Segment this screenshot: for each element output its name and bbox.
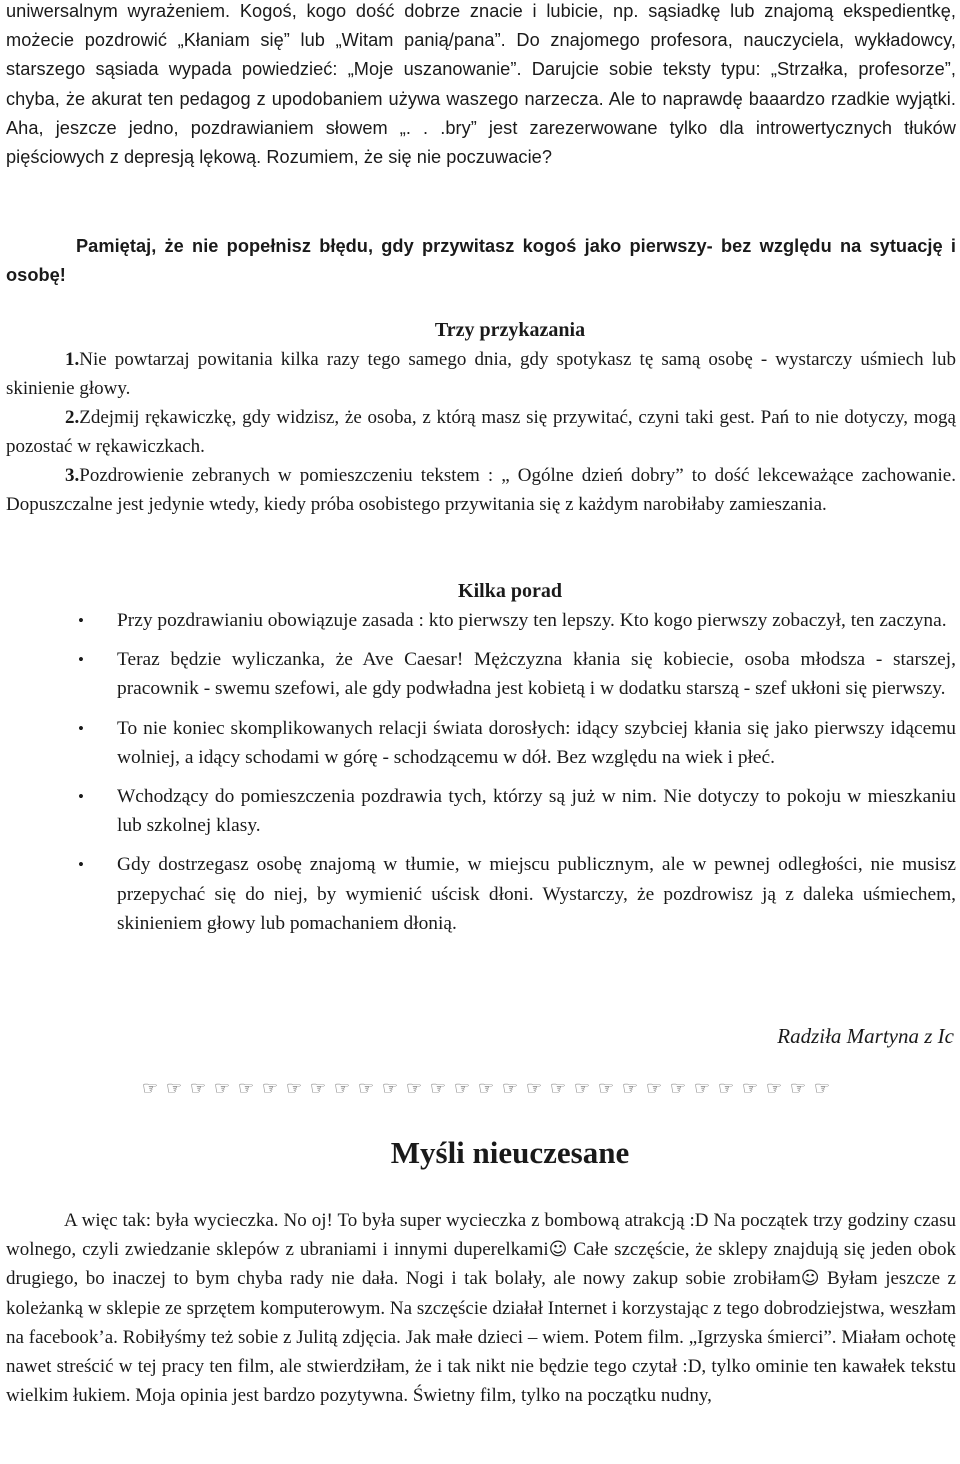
pointing-hand-icon: ☞ [622, 1078, 638, 1099]
smiley-icon: ☺ [548, 1239, 568, 1261]
smiley-icon: ☺ [800, 1268, 820, 1290]
bullet-icon: • [78, 650, 84, 670]
pointing-hand-icon: ☞ [478, 1078, 494, 1099]
pointing-hand-icon: ☞ [454, 1078, 470, 1099]
pointing-hand-icon: ☞ [526, 1078, 542, 1099]
pointing-hand-icon: ☞ [550, 1078, 566, 1099]
pointing-hand-icon: ☞ [742, 1078, 758, 1099]
pointing-hand-icon: ☞ [286, 1078, 302, 1099]
commandment-number: 3. [65, 465, 80, 486]
pointing-hand-icon: ☞ [358, 1078, 374, 1099]
article-title: Myśli nieuczesane [390, 1135, 630, 1170]
intro-paragraph: uniwersalnym wyrażeniem. Kogoś, kogo dość dobrze znacie i lubicie, np. sąsiadkę lub znajomą ekspedientkę, możecie pozdrowić „Kłaniam się” lub „Witam panią/pana”. Do znajomego profesora, nauczyciela, wykładowcy, starszego sąsiada wypada powiedzieć: „Moje uszanowanie”. Darujcie sobie teksty typu: „Strzałka, profesorze”, chyba, że akurat ten pedagog z upodobaniem używa waszego narzecza. Ale to naprawdę baaardzo rzadkie wyjątki. Aha, jeszcze jedno, pozdrawianiem słowem „. . .bry” jest zarezerwowane tylko dla introwertycznych tłuków pięściowych z depresją lękową. Rozumiem, że się nie poczuwacie? [6, 1, 956, 168]
tip-text: Gdy dostrzegasz osobę znajomą w tłumie, w miejscu publicznym, ale w pewnej odległości, nie musisz przepychać się do niej, by wymienić uścisk dłoni. Wystarczy, że pozdrowisz ją z daleka uśmiechem, skinieniem głowy lub pomachaniem dłonią. [117, 854, 956, 934]
commandment-number: 2. [65, 407, 80, 428]
signature: Radziła Martyna z Ic [777, 1024, 954, 1048]
pointing-hand-icon: ☞ [142, 1078, 158, 1099]
commandment-text: Zdejmij rękawiczkę, gdy widzisz, że osoba, z którą masz się przywitać, czyni taki gest. Pań to nie dotyczy, mogą pozostać w rękawiczkach. [6, 407, 956, 458]
pointing-hand-icon: ☞ [262, 1078, 278, 1099]
pointing-hand-icon: ☞ [646, 1078, 662, 1099]
pointing-hand-icon: ☞ [790, 1078, 806, 1099]
list-item [0, 714, 956, 772]
pointing-hand-icon: ☞ [766, 1078, 782, 1099]
commandment-number: 1. [65, 349, 80, 370]
commandment-1 [6, 345, 956, 403]
tip-text: To nie koniec skomplikowanych relacji świata dorosłych: idący szybciej kłania się jako pierwszy idącemu wolniej, a idący schodami w górę - schodzącemu w dół. Bez względu na wiek i płeć. [117, 717, 956, 768]
ornament-divider [142, 1078, 842, 1102]
pointing-hand-icon: ☞ [310, 1078, 326, 1099]
pointing-hand-icon: ☞ [502, 1078, 518, 1099]
pointing-hand-icon: ☞ [670, 1078, 686, 1099]
list-item [0, 606, 956, 635]
commandment-text: Pozdrowienie zebranych w pomieszczeniu tekstem : „ Ogólne dzień dobry” to dość lekceważące zachowanie. Dopuszczalne jest jedynie wtedy, kiedy próba osobistego przywitania się z każdym narobiłaby zamieszania. [6, 465, 956, 516]
pointing-hand-icon: ☞ [166, 1078, 182, 1099]
bullet-icon: • [78, 787, 84, 807]
pointing-hand-icon: ☞ [190, 1078, 206, 1099]
remember-note: Pamiętaj, że nie popełnisz błędu, gdy przywitasz kogoś jako pierwszy- bez względu na sytuację i osobę! [6, 236, 956, 286]
pointing-hand-icon: ☞ [382, 1078, 398, 1099]
commandment-text: Nie powtarzaj powitania kilka razy tego samego dnia, gdy spotykasz tę samą osobę - wystarczy uśmiech lub skinienie głowy. [6, 349, 956, 400]
pointing-hand-icon: ☞ [814, 1078, 830, 1099]
list-item [0, 782, 956, 840]
pointing-hand-icon: ☞ [430, 1078, 446, 1099]
bullet-icon: • [78, 855, 84, 875]
pointing-hand-icon: ☞ [694, 1078, 710, 1099]
pointing-hand-icon: ☞ [334, 1078, 350, 1099]
tips-list [0, 606, 956, 938]
list-item [0, 645, 956, 703]
pointing-hand-icon: ☞ [238, 1078, 254, 1099]
pointing-hand-icon: ☞ [598, 1078, 614, 1099]
tips-heading: Kilka porad [458, 580, 562, 602]
pointing-hand-icon: ☞ [718, 1078, 734, 1099]
tip-text: Przy pozdrawianiu obowiązuje zasada : kto pierwszy ten lepszy. Kto kogo pierwszy zobaczył, ten zaczyna. [117, 610, 947, 631]
tip-text: Wchodzący do pomieszczenia pozdrawia tych, którzy są już w nim. Nie dotyczy to pokoju w mieszkaniu lub szkolnej klasy. [117, 786, 956, 837]
commandment-2 [6, 403, 956, 461]
pointing-hand-icon: ☞ [406, 1078, 422, 1099]
article-text: Byłam jeszcze z koleżanką w sklepie ze sprzętem komputerowym. Na szczęście działał Internet i korzystając z tego dobrodziejstwa, weszłam na facebook’a. Robiłyśmy też sobie z Julitą zdjęcia. Jak małe dzieci – wiem. Potem film. „Igrzyska śmierci”. Miałam ochotę nawet streścić w tej pracy ten film, ale stwierdziłam, że i tak nikt nie będzie tego czytał :D, tylko ominie ten kawałek tekstu wielkim łukiem. Moja opinia jest bardzo pozytywna. Świetny film, tylko na początku nudny, [6, 1268, 956, 1407]
tip-text: Teraz będzie wyliczanka, że Ave Caesar! Mężczyzna kłania się kobiecie, osoba młodsza - starszej, pracownik - swemu szefowi, ale gdy podwładna jest kobietą i w dodatku starszą - szef ukłoni się pierwszy. [117, 649, 956, 700]
bullet-icon: • [78, 611, 84, 630]
pointing-hand-icon: ☞ [214, 1078, 230, 1099]
commandment-3 [6, 461, 956, 519]
pointing-hand-icon: ☞ [574, 1078, 590, 1099]
article-text: A więc tak: była wycieczka. No oj! To była super wycieczka z bombową atrakcją :D Na początek trzy godziny czasu wolnego, czyli zwiedzanie sklepów z ubraniami i innymi duperelkami [6, 1210, 956, 1261]
bullet-icon: • [78, 718, 84, 738]
article-text: Całe szczęście, że sklepy znajdują się jeden obok drugiego, bo inaczej to bym chyba rady nie dała. Nogi i tak bolały, ale nowy zakup sobie zrobiłam [6, 1239, 956, 1290]
list-item [0, 850, 956, 938]
commandments-heading: Trzy przykazania [434, 319, 586, 341]
article-body [6, 1206, 956, 1410]
